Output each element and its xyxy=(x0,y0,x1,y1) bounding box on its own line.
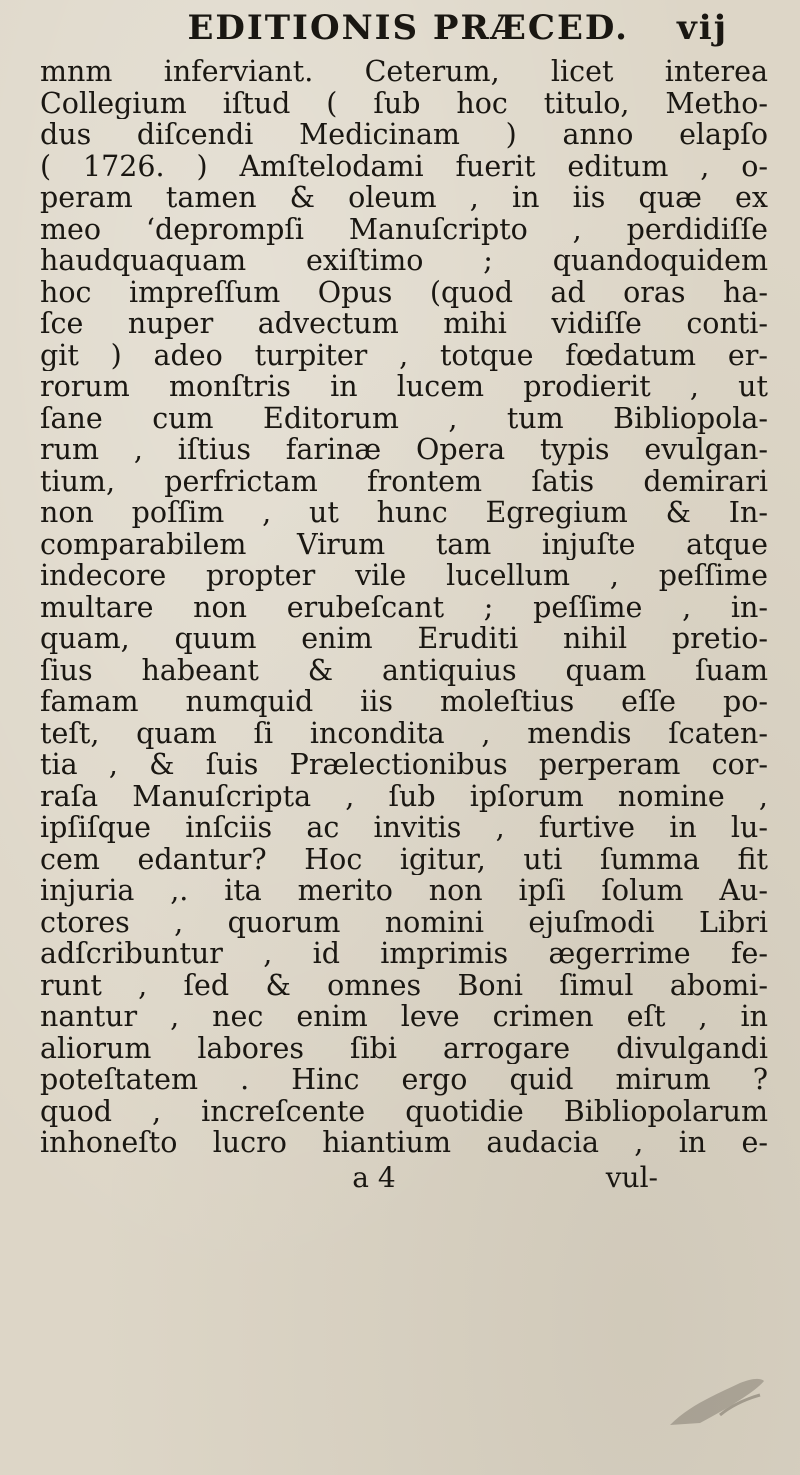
text-line: non poſſim , ut hunc Egregium & In- xyxy=(40,497,768,529)
text-line: tia , & ſuis Prælectionibus perperam cor- xyxy=(40,749,768,781)
text-line: raſa Manuſcripta , ſub ipſorum nomine , xyxy=(40,780,768,812)
text-line: ipſiſque inſciis ac invitis , furtive in lu- xyxy=(40,812,768,844)
text-line: adſcribuntur , id imprimis ægerrime fe- xyxy=(40,938,768,970)
text-line: poteſtatem . Hinc ergo quid mirum ? xyxy=(40,1064,768,1096)
text-line: teſt, quam ſi incondita , mendis ſcaten- xyxy=(40,717,768,749)
text-line: meo ‘deprompſi Manuſcripto , perdidiſſe xyxy=(40,213,768,245)
text-line: dus diſcendi Medicinam ) anno elapſo xyxy=(40,119,768,151)
text-line: comparabilem Virum tam injuſte atque xyxy=(40,528,768,560)
text-line: aliorum labores ſibi arrogare divulgandi xyxy=(40,1032,768,1064)
text-line: injuria ,. ita merito non ipſi ſolum Au- xyxy=(40,875,768,907)
text-line: ſce nuper advectum mihi vidiſſe conti- xyxy=(40,308,768,340)
running-head-title: EDITIONIS PRÆCED. xyxy=(187,8,630,48)
text-line: ctores , quorum nomini ejuſmodi Libri xyxy=(40,906,768,938)
text-line: tium, perfrictam frontem ſatis demirari xyxy=(40,465,768,497)
text-line: quod , increſcente quotidie Bibliopolarum xyxy=(40,1095,768,1127)
text-line: ( 1726. ) Amſtelodami fuerit editum , o- xyxy=(40,150,768,182)
text-line: git ) adeo turpiter , totque fœdatum er- xyxy=(40,339,768,371)
text-line: hoc impreſſum Opus (quod ad oras ha- xyxy=(40,276,768,308)
text-line: mnm inferviant. Ceterum, licet interea xyxy=(40,56,768,88)
text-line: haudquaquam exiſtimo ; quandoquidem xyxy=(40,245,768,277)
text-line: ſius habeant & antiquius quam ſuam xyxy=(40,654,768,686)
signature-mark: a 4 xyxy=(352,1160,396,1194)
running-head xyxy=(40,8,768,56)
page-number: vij xyxy=(677,8,728,48)
text-line: runt , ſed & omnes Boni ſimul abomi- xyxy=(40,969,768,1001)
text-line: rorum monſtris in lucem prodierit , ut xyxy=(40,371,768,403)
text-line: indecore propter vile lucellum , peſſime xyxy=(40,560,768,592)
text-line: cem edantur? Hoc igitur, uti ſumma fit xyxy=(40,843,768,875)
page-footer xyxy=(40,1161,768,1195)
catchword: vul- xyxy=(605,1160,658,1194)
text-block xyxy=(40,8,768,1195)
text-line: Collegium iſtud ( ſub hoc titulo, Metho- xyxy=(40,87,768,119)
text-line: nantur , nec enim leve crimen eſt , in xyxy=(40,1001,768,1033)
text-line: rum , iſtius farinæ Opera typis evulgan- xyxy=(40,434,768,466)
text-line: ſane cum Editorum , tum Bibliopola- xyxy=(40,402,768,434)
text-line: quam, quum enim Eruditi nihil pretio- xyxy=(40,623,768,655)
text-line: multare non erubeſcant ; peſſime , in- xyxy=(40,591,768,623)
text-line: famam numquid iis moleſtius eſſe po- xyxy=(40,686,768,718)
body-text xyxy=(40,56,768,1159)
text-line: peram tamen & oleum , in iis quæ ex xyxy=(40,182,768,214)
text-line: inhoneſto lucro hiantium audacia , in e- xyxy=(40,1127,768,1159)
ink-smudge-mark xyxy=(660,1365,770,1435)
